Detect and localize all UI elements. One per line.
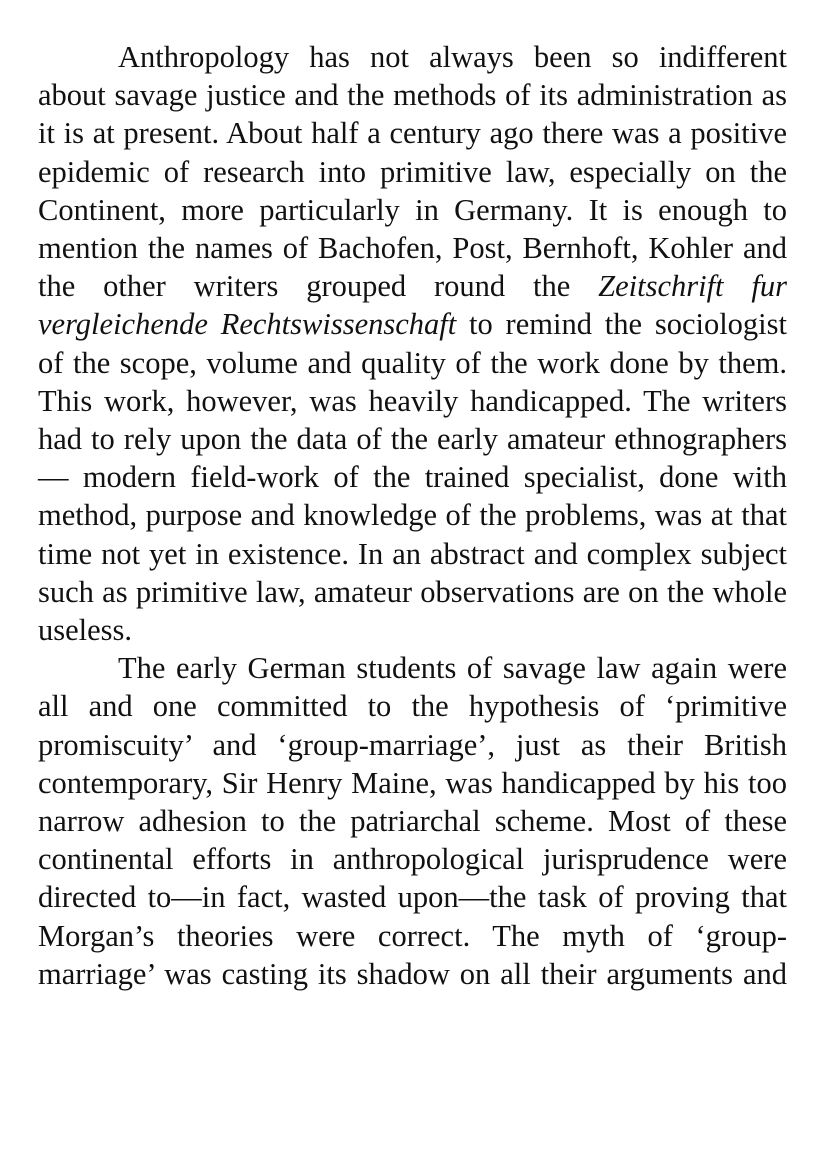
- journal-title: Zeitschrift fur vergleichende Rechtswissenschaft: [38, 269, 787, 342]
- paragraph-1: [38, 38, 787, 649]
- paragraph-2: The early German students of savage law again were all and one committed to the hypothesis of ‘primitive promiscuity’ and ‘group-marriage’, just as their British contemporary, Sir Henry Maine, was handicapped by his too narrow adhesion to the patriarchal scheme. Most of these continental efforts in anthropological jurisprudence were directed to—in fact, wasted upon—the task of proving that Morgan’s theories were correct. The myth of ‘group-marriage’ was casting its shadow on all their arguments and: [38, 651, 787, 991]
- document-page: [38, 38, 787, 993]
- paragraph-1-text-end: to remind the sociologist of the scope, volume and quality of the work done by them. This work, however, was heavily handicapped. The writers had to rely upon the data of the early amateur ethnographers— modern field-work of the trained specialist, done with method, purpose and knowledge of the problems, was at that time not yet in existence. In an abstract and complex subject such as primitive law, amateur observations are on the whole useless.: [38, 307, 787, 648]
- paragraph-1-text-start: Anthropology has not always been so indifferent about savage justice and the methods of its administration as it is at present. About half a century ago there was a positive epidemic of research into primitive law, especially on the Continent, more particularly in Germany. It is enough to mention the names of Bachofen, Post, Bernhoft, Kohler and the other writers grouped round the: [38, 40, 787, 304]
